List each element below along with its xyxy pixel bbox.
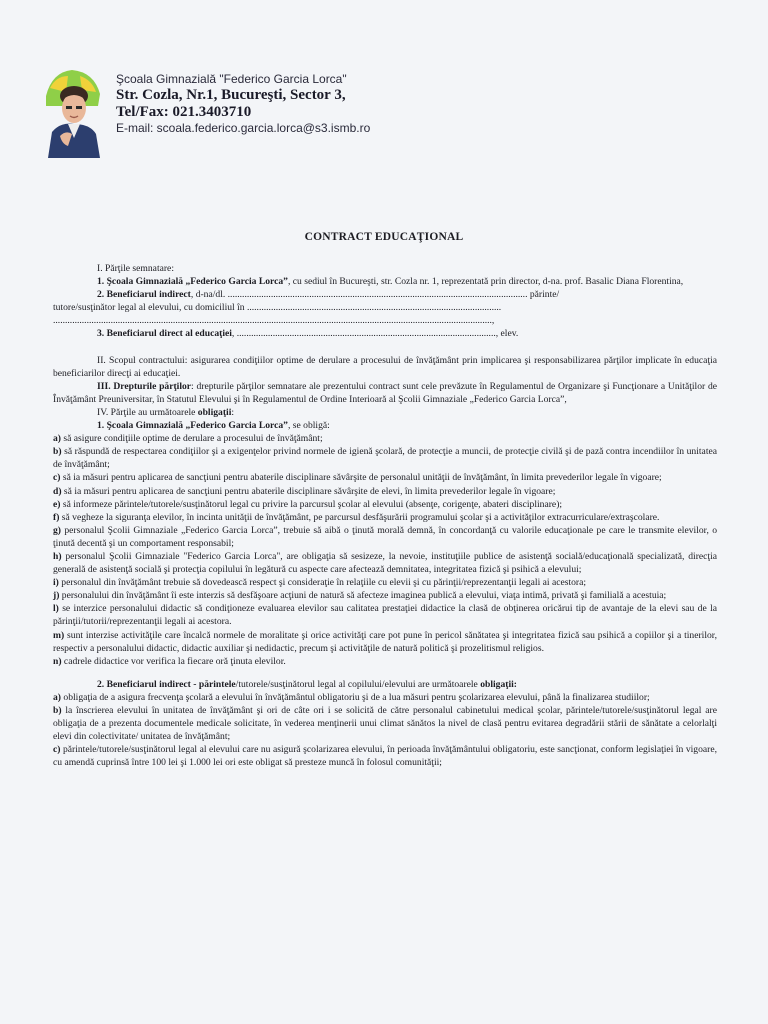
obligation-item: e) să informeze părintele/tutorele/susţinătorul legal cu privire la parcursul şcolar al elevului (absenţe, corigenţe, abateri disciplinare); [53, 498, 563, 510]
school-obligations-heading: 1. Şcoala Gimnazială „Federico Garcia Lorca”, se obligă: [97, 420, 330, 432]
party-3 [53, 327, 717, 340]
section-2: II. Scopul contractului: asigurarea condiţiilor optime de derulare a procesului de învăţământ prin implicarea şi responsabilizarea părţilor implicate în educaţia beneficiarilor direcţi ai educaţiei. [53, 354, 717, 379]
school-telfax: Tel/Fax: 021.3403710 [116, 104, 252, 120]
parent-obligation-item: c) părintele/tutorele/susţinătorul legal al elevului care nu asigură şcolarizarea elevului, în perioada învăţământului obligatoriu, este sancţionat, conform legislaţiei în vigoare, cu amendă cuprinsă între 100 lei şi 1.000 lei ori este obligat să presteze muncă în folosul comunităţii; [53, 744, 717, 769]
party-3-text: , ............................................................................................................, elev. [231, 328, 519, 340]
party-2-line-2: tutore/susţinător legal al elevului, cu domiciliul în .......................................................................................................... [53, 302, 502, 314]
obligation-item: m) sunt interzise activităţile care încalcă normele de moralitate şi orice activităţi care pot pune în pericol sănătatea şi integritatea fizică sau psihică a copiilor şi a tinerilor, respectiv a personalului didactic, didactic auxiliar şi nedidactic, precum şi activităţile de natură politică şi prozelitismul religios. [53, 629, 717, 654]
party-1-name: 1. Şcoala Gimnazială „Federico Garcia Lorca” [97, 276, 288, 288]
obligation-item: l) se interzice personalului didactic să condiţioneze evaluarea elevilor sau calitatea prestaţiei didactice la clasă de obţinerea oricărui tip de avantaje de la elevi sau de la părinţii/tutorii/reprezentanţii legali ai acestora. [53, 603, 717, 628]
parent-obligation-item: a) obligaţia de a asigura frecvenţa şcolară a elevului în învăţământul obligatoriu şi de a lua măsuri pentru şcolarizarea elevului, până la finalizarea studiilor; [53, 691, 650, 703]
parent-obligations-heading: 2. Beneficiarul indirect - părintele/tutorele/susţinătorul legal al copilului/elevului are următoarele obligaţii: [97, 678, 517, 690]
obligation-item: a) să asigure condiţiile optime de derulare a procesului de învăţământ; [53, 433, 323, 445]
section-3-heading: III. Drepturile părţilor [97, 380, 192, 392]
party-3-name: 3. Beneficiarul direct al educaţiei [97, 328, 232, 340]
party-2-text: , d-na/dl. ............................................................................................................................. părinte/ [190, 289, 560, 301]
obligation-item: f) să vegheze la siguranţa elevilor, în incinta unităţii de învăţământ, pe parcursul desfăşurării programului şcolar şi a activităţilor extracurriculare/extraşcolare. [53, 511, 660, 523]
school-name: Şcoala Gimnazială "Federico Garcia Lorca" [116, 72, 347, 86]
obligation-item: n) cadrele didactice vor verifica la fiecare oră ţinuta elevilor. [53, 655, 286, 667]
obligation-item: d) să ia măsuri pentru aplicarea de sancţiuni pentru abaterile disciplinare săvârşite de elevi, în limita prevederilor legale în vigoare; [53, 485, 556, 497]
parent-obligation-item: b) la înscrierea elevului în unitatea de învăţământ şi ori de câte ori i se solicită de către personalul cabinetului medical şcolar, părintele/tutorele/susţinătorul legal are obligaţia de a prezenta documentele medicale solicitate, în vederea menţinerii unui climat sănătos la nivel de clasă pentru evitarea degradării stării de sănătate a celorlalţi elevi din colectivitate/ unitatea de învăţământ; [53, 705, 717, 743]
section-4-heading: IV. Părţile au următoarele obligaţii: [97, 406, 235, 418]
section-1-heading: I. Părţile semnatare: [97, 263, 174, 274]
section-3 [53, 380, 717, 406]
section-3-text: : drepturile părţilor semnatare ale prezentului contract sunt cele prevăzute în Regulamentul de Organizare şi Funcţionare a Unităţilor de Învăţământ Preuniversitar, în Statutul Elevului şi în Regulamentul de Ordine Interioară al Şcolii Gimnaziale „Federico Garcia Lorca”, [53, 380, 718, 405]
obligation-item: j) personalului din învăţământ îi este interzis să desfăşoare acţiuni de natură să afecteze imaginea publică a elevului, viaţa intimă, privată şi familială a acestuia; [53, 590, 667, 602]
document-title: CONTRACT EDUCAŢIONAL [304, 231, 464, 243]
school-address: Str. Cozla, Nr.1, Bucureşti, Sector 3, [116, 87, 346, 103]
party-2-line-3: ......................................................................................................................................................................................., [53, 315, 495, 327]
letterhead [42, 66, 732, 166]
obligation-item: b) să răspundă de respectarea condiţiilor şi a exigenţelor privind normele de igienă şcolară, de protecţie a muncii, de protecţie civilă şi de pază contra incendiilor în unitatea de învăţământ; [53, 446, 717, 471]
contract-body [53, 262, 717, 769]
party-2 [53, 288, 717, 301]
obligation-item: i) personalul din învăţământ trebuie să dovedească respect şi consideraţie în relaţiile cu elevii şi cu părinţii/reprezentanţii legali ai acestora; [53, 577, 587, 589]
letterhead-text [116, 72, 370, 136]
obligation-item: g) personalul Şcolii Gimnaziale „Federico Garcia Lorca”, trebuie să aibă o ţinută morală demnă, în concordanţă cu valorile educaţionale pe care le transmite elevilor, o ţinută decentă şi un comportament responsabil; [53, 524, 717, 549]
obligation-item: c) să ia măsuri pentru aplicarea de sancţiuni pentru abaterile disciplinare săvârşite de personalul unităţii de învăţământ, în limita prevederilor legale în vigoare; [53, 472, 662, 484]
party-1 [53, 275, 717, 288]
school-email: E-mail: scoala.federico.garcia.lorca@s3.ismb.ro [116, 121, 371, 135]
party-2-name: 2. Beneficiarul indirect [97, 289, 191, 301]
party-1-text: , cu sediul în Bucureşti, str. Cozla nr. 1, reprezentată prin director, d-na. prof. Basalic Diana Florentina, [287, 276, 684, 288]
school-logo-portrait [42, 66, 102, 158]
obligation-item: h) personalul Şcolii Gimnaziale "Federico Garcia Lorca", are obligaţia să sesizeze, la nevoie, instituţiile publice de asistenţă socială/educaţională specializată, direcţia generală de asistenţă socială şi protecţia copilului în legătură cu aspecte care afectează demnitatea, integritatea fizică şi psihică a elevului; [53, 550, 717, 576]
